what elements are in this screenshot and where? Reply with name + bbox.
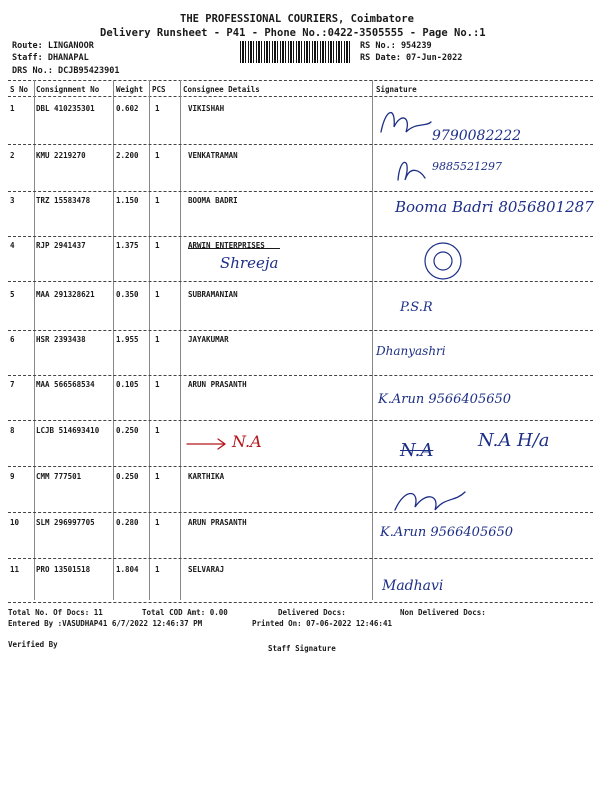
row-sno: 7 [10,380,15,389]
verified-by: Verified By [8,640,58,649]
rs-number: RS No.: 954239 [360,41,432,51]
row-pcs: 1 [155,472,160,481]
row-sno: 8 [10,426,15,435]
row-consignee: JAYAKUMAR [188,335,229,344]
arrow-icon [185,436,230,450]
row-signature: N.A H/a [478,430,550,451]
col-separator [149,80,150,600]
row-consignment-no: TRZ 15583478 [36,196,91,205]
header-bottom-rule [8,96,593,97]
row-pcs: 1 [155,335,160,344]
row-signature: P.S.R [400,300,433,315]
row-consignment-no: CMM 777501 [36,472,82,481]
row-divider [8,330,593,331]
row-signature: 9790082222 [432,128,522,144]
signature-scribble [376,102,436,142]
row-divider [8,512,593,513]
row-signature: Dhanyashri [376,344,446,358]
row-divider [8,144,593,145]
row-consignment-no: MAA 291328621 [36,290,95,299]
col-pcs: PCS [152,85,166,94]
col-separator [34,80,35,600]
row-consignee: ARUN PRASANTH [188,518,247,527]
col-weight: Weight [116,85,144,94]
row-consignment-no: HSR 2393438 [36,335,86,344]
row-sno: 10 [10,518,20,527]
row-consignee: VIKISHAH [188,104,225,113]
staff-label: Staff: DHANAPAL [12,53,89,63]
row-pcs: 1 [155,151,160,160]
row-weight: 1.375 [116,241,139,250]
row-consignment-no: KMU 2219270 [36,151,86,160]
row-consignment-no: PRO 13501518 [36,565,91,574]
na-note: N.A [232,432,262,451]
row-pcs: 1 [155,565,160,574]
row-consignee: KARTHIKA [188,472,225,481]
total-docs: Total No. Of Docs: 11 [8,608,103,617]
row-weight: 1.150 [116,196,139,205]
row-consignee: VENKATRAMAN [188,151,238,160]
row-weight: 0.280 [116,518,139,527]
row-sno: 9 [10,472,15,481]
entered-by: Entered By :VASUDHAP41 6/7/2022 12:46:37 PM [8,619,203,628]
row-signature: K.Arun 9566405650 [378,392,512,407]
col-separator [372,80,373,600]
row-signature: K.Arun 9566405650 [380,525,514,540]
row-consignee: ARWIN ENTERPRISES [188,241,265,250]
col-separator [113,80,114,600]
row-consignee: ARUN PRASANTH [188,380,247,389]
row-weight: 0.105 [116,380,139,389]
row-weight: 1.804 [116,565,139,574]
drs-number: DRS No.: DCJB95423901 [12,66,120,76]
printed-on: Printed On: 07-06-2022 12:46:41 [252,619,392,628]
row-sno: 3 [10,196,15,205]
col-separator [180,80,181,600]
runsheet-title: Delivery Runsheet - P41 - Phone No.:0422-3505555 - Page No.:1 [100,27,486,39]
col-consignee: Consignee Details [183,85,260,94]
row-divider [8,466,593,467]
route-label: Route: LINGANOOR [12,41,94,51]
row-sno: 2 [10,151,15,160]
barcode [240,41,352,63]
row-divider [8,236,593,237]
header-top-rule [8,80,593,81]
row-sno: 1 [10,104,15,113]
row-consignee: SELVARAJ [188,565,225,574]
staff-signature: Staff Signature [268,644,336,653]
row-signature: Booma Badri 8056801287 [395,198,594,216]
row-divider [8,191,593,192]
row-sno: 11 [10,565,20,574]
company-title: THE PROFESSIONAL COURIERS, Coimbatore [180,13,414,25]
row-divider [8,420,593,421]
row-consignment-no: LCJB 514693410 [36,426,100,435]
row-weight: 0.350 [116,290,139,299]
rs-date: RS Date: 07-Jun-2022 [360,53,463,63]
row-weight: 0.250 [116,472,139,481]
row-signature: 9885521297 [432,160,502,173]
row-weight: 2.200 [116,151,139,160]
signature-na: N.A [400,440,434,461]
row-signature: Madhavi [382,578,444,594]
row-sno: 5 [10,290,15,299]
row-consignment-no: RJP 2941437 [36,241,86,250]
signature-scribble [390,150,430,190]
strike-line [188,248,280,249]
row-divider [8,375,593,376]
row-sno: 6 [10,335,15,344]
row-weight: 1.955 [116,335,139,344]
total-cod: Total COD Amt: 0.00 [142,608,228,617]
row-weight: 0.250 [116,426,139,435]
row-signature: Shreeja [220,254,279,272]
rubber-stamp-icon [420,238,466,284]
col-consignment: Consignment No [36,85,100,94]
non-delivered-docs: Non Delivered Docs: [400,608,486,617]
row-pcs: 1 [155,380,160,389]
row-pcs: 1 [155,104,160,113]
row-pcs: 1 [155,196,160,205]
row-consignee: BOOMA BADRI [188,196,238,205]
row-pcs: 1 [155,518,160,527]
col-sno: S No [10,85,29,94]
row-pcs: 1 [155,426,160,435]
row-consignee: SUBRAMANIAN [188,290,238,299]
footer-rule [8,602,593,603]
row-consignment-no: SLM 296997705 [36,518,95,527]
row-consignment-no: DBL 410235301 [36,104,95,113]
row-pcs: 1 [155,241,160,250]
row-weight: 0.602 [116,104,139,113]
row-sno: 4 [10,241,15,250]
signature-scribble [390,482,470,522]
col-signature: Signature [376,85,417,94]
row-pcs: 1 [155,290,160,299]
delivered-docs: Delivered Docs: [278,608,346,617]
row-divider [8,281,593,282]
row-consignment-no: MAA 566568534 [36,380,95,389]
row-divider [8,558,593,559]
